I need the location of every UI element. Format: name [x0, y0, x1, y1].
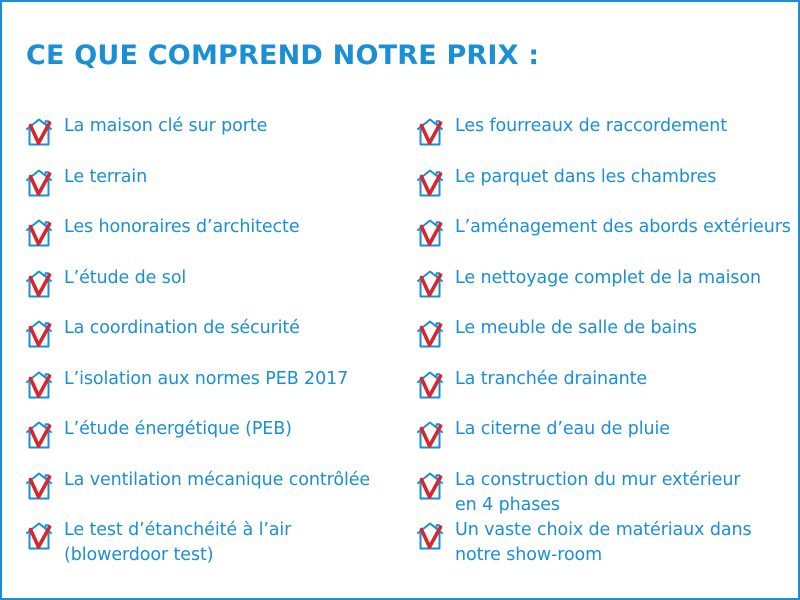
item-label: L’aménagement des abords extérieurs	[455, 217, 791, 237]
item-label: L’isolation aux normes PEB 2017	[64, 368, 349, 389]
house-check-icon	[24, 319, 54, 349]
item-label: Un vaste choix de matériaux dans notre show-room	[455, 520, 752, 565]
list-item	[24, 316, 404, 367]
list-item	[415, 417, 800, 468]
list-item	[415, 518, 800, 569]
house-check-icon	[24, 269, 54, 299]
house-check-icon	[415, 370, 445, 400]
inclusions-list-left	[24, 114, 404, 569]
list-item	[415, 114, 800, 165]
item-label: Le meuble de salle de bains	[455, 318, 697, 338]
item-label: Le parquet dans les chambres	[455, 166, 717, 187]
list-item	[415, 367, 800, 418]
item-label: L’étude de sol	[64, 267, 187, 288]
house-check-icon	[415, 117, 445, 147]
item-label: La construction du mur extérieur en 4 phases	[455, 469, 741, 515]
list-item	[24, 165, 404, 216]
list-item	[415, 316, 800, 367]
item-label: Les honoraires d’architecte	[64, 217, 300, 237]
item-label: Le test d’étanchéité à l’air (blowerdoor test)	[64, 520, 292, 565]
list-item	[24, 468, 404, 519]
house-check-icon	[24, 370, 54, 400]
house-check-icon	[24, 168, 54, 198]
item-label: La citerne d’eau de pluie	[455, 419, 670, 439]
page-title: CE QUE COMPREND NOTRE PRIX :	[26, 40, 540, 71]
item-label: La coordination de sécurité	[64, 318, 300, 338]
item-label: La maison clé sur porte	[64, 116, 268, 136]
item-label: La ventilation mécanique contrôlée	[64, 469, 371, 490]
house-check-icon	[24, 218, 54, 248]
list-item	[24, 215, 404, 266]
house-check-icon	[24, 117, 54, 147]
list-item	[415, 215, 800, 266]
item-label: Le terrain	[64, 166, 148, 187]
house-check-icon	[24, 420, 54, 450]
inclusions-list-right	[415, 114, 800, 569]
house-check-icon	[24, 471, 54, 501]
list-item	[24, 266, 404, 317]
house-check-icon	[415, 319, 445, 349]
list-item	[24, 417, 404, 468]
list-item	[415, 266, 800, 317]
house-check-icon	[24, 521, 54, 551]
list-item	[415, 165, 800, 216]
item-label: Les fourreaux de raccordement	[455, 116, 727, 136]
list-item	[415, 468, 800, 519]
item-label: L’étude énergétique (PEB)	[64, 419, 292, 439]
house-check-icon	[415, 269, 445, 299]
house-check-icon	[415, 521, 445, 551]
house-check-icon	[415, 218, 445, 248]
item-label: La tranchée drainante	[455, 368, 648, 389]
house-check-icon	[415, 168, 445, 198]
list-item	[24, 114, 404, 165]
house-check-icon	[415, 420, 445, 450]
list-item	[24, 367, 404, 418]
list-item	[24, 518, 404, 569]
house-check-icon	[415, 471, 445, 501]
item-label: Le nettoyage complet de la maison	[455, 267, 761, 288]
